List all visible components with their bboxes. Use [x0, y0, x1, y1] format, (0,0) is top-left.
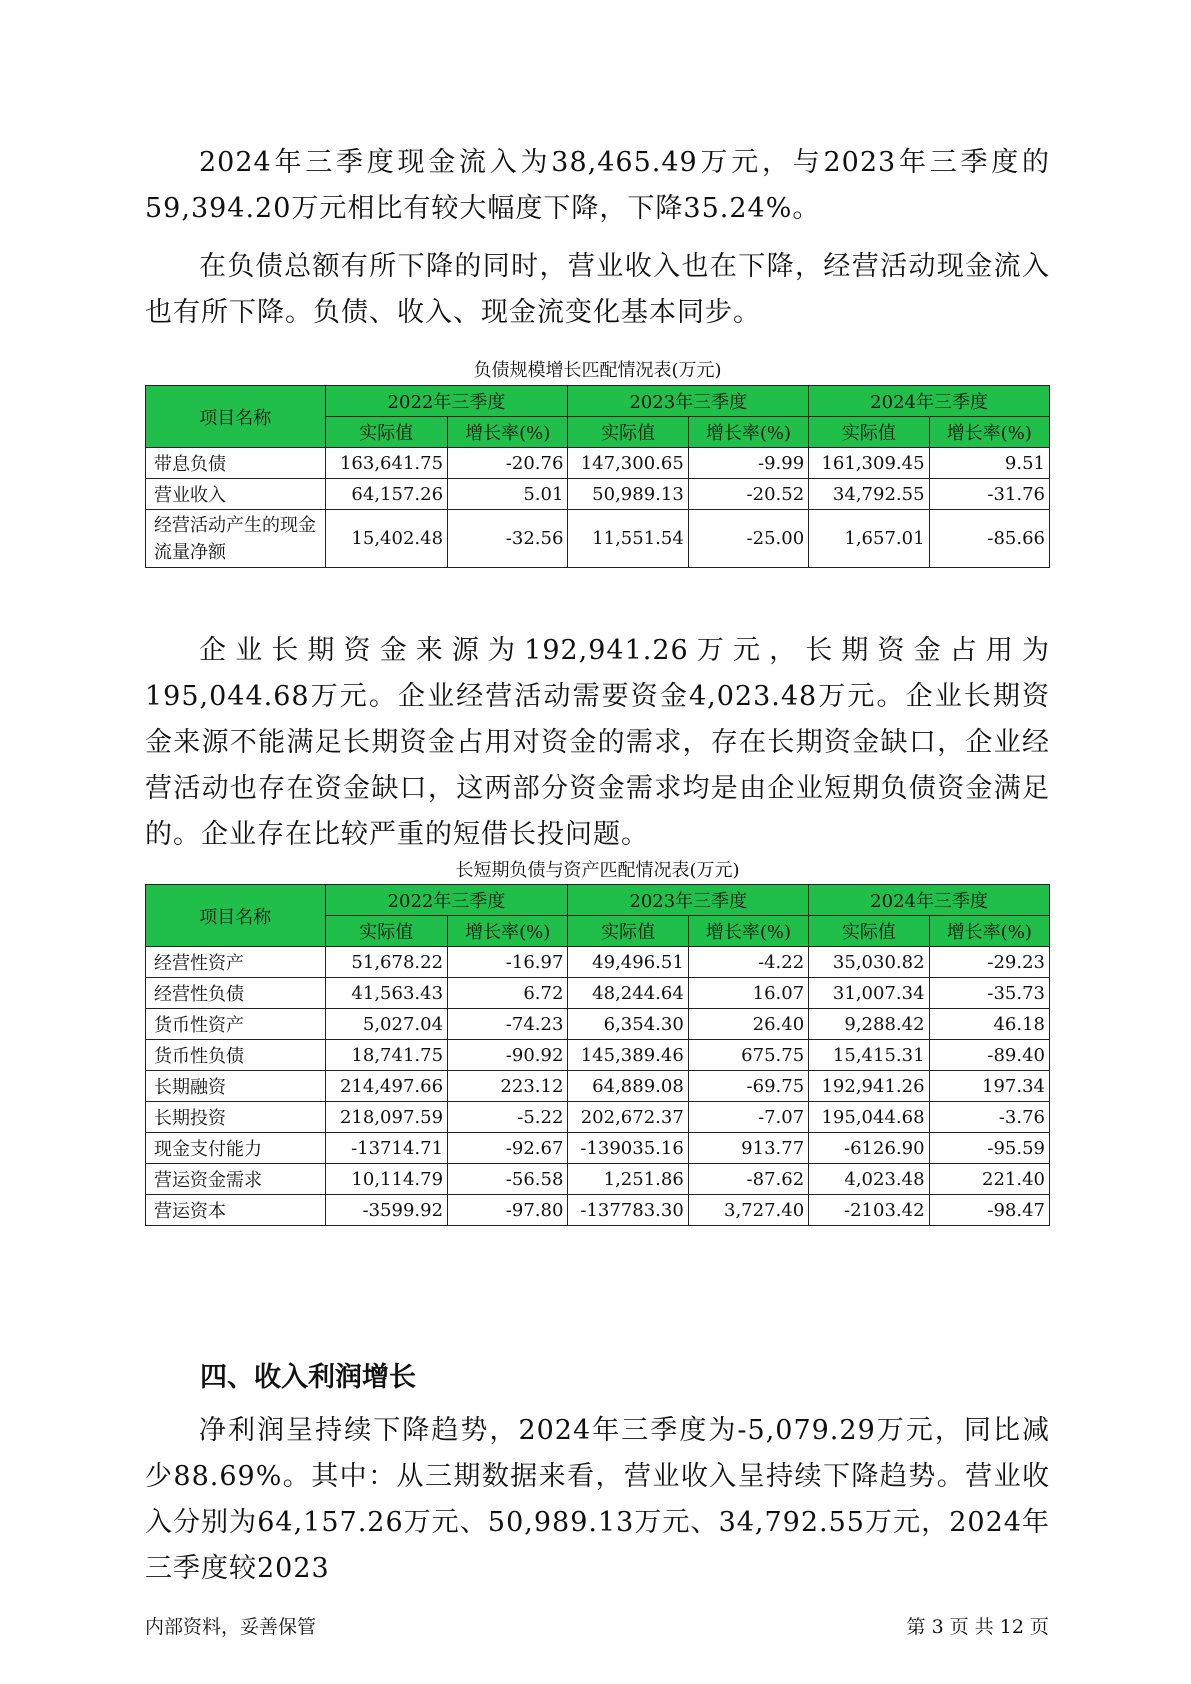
table-row [146, 448, 1050, 479]
table1-sub-growth: 增长率(%) [448, 417, 568, 448]
table-row [146, 1164, 1050, 1195]
table-cell: 192,941.26 [809, 1071, 929, 1102]
table-cell: -16.97 [448, 947, 568, 978]
table-cell: 3,727.40 [688, 1195, 808, 1226]
table1-header-period: 2023年三季度 [568, 386, 809, 417]
table-cell: 4,023.48 [809, 1164, 929, 1195]
table2-header-period: 2023年三季度 [568, 885, 809, 916]
table1-sub-actual: 实际值 [568, 417, 688, 448]
table-cell: 11,551.54 [568, 510, 688, 568]
table-cell: 64,889.08 [568, 1071, 688, 1102]
table-cell: -74.23 [448, 1009, 568, 1040]
table-cell: -25.00 [688, 510, 808, 568]
table-cell: 5,027.04 [325, 1009, 448, 1040]
footer-confidential-note: 内部资料，妥善保管 [145, 1616, 317, 1638]
table-cell: 223.12 [448, 1071, 568, 1102]
table-cell: 6,354.30 [568, 1009, 688, 1040]
table-cell: 15,402.48 [325, 510, 448, 568]
table-cell: -56.58 [448, 1164, 568, 1195]
paragraph-cash-inflow: 2024年三季度现金流入为38,465.49万元，与2023年三季度的59,394.20万元相比有较大幅度下降，下降35.24%。 [145, 147, 1050, 224]
section-heading: 四、收入利润增长 [200, 1362, 416, 1393]
table-cell: -3.76 [929, 1102, 1049, 1133]
debt-asset-match-table [145, 884, 1050, 1226]
table-cell: -89.40 [929, 1040, 1049, 1071]
table-cell: -20.52 [688, 479, 808, 510]
table1-caption: 负债规模增长匹配情况表(万元) [473, 360, 722, 381]
table-cell: 195,044.68 [809, 1102, 929, 1133]
row-label: 货币性资产 [146, 1009, 326, 1040]
table-cell: -2103.42 [809, 1195, 929, 1226]
table-cell: 34,792.55 [809, 479, 929, 510]
table-cell: 26.40 [688, 1009, 808, 1040]
table-cell: 161,309.45 [809, 448, 929, 479]
table-cell: 41,563.43 [325, 978, 448, 1009]
table1-sub-growth: 增长率(%) [929, 417, 1049, 448]
table-cell: 163,641.75 [325, 448, 448, 479]
paragraph-long-term-funds: 企业长期资金来源为192,941.26万元，长期资金占用为195,044.68万元。企业经营活动需要资金4,023.48万元。企业长期资金来源不能满足长期资金占用对资金的需求，存在长期资金缺口，企业经营活动也存在资金缺口，这两部分资金需求均是由企业短期负债资金满足的。企业存在比较严重的短借长投问题。 [145, 635, 1050, 850]
table2-caption: 长短期负债与资产匹配情况表(万元) [455, 860, 740, 881]
paragraph-net-profit: 净利润呈持续下降趋势，2024年三季度为-5,079.29万元，同比减少88.69%。其中：从三期数据来看，营业收入呈持续下降趋势。营业收入分别为64,157.26万元、50,989.13万元、34,792.55万元，2024年三季度较2023 [145, 1415, 1050, 1584]
row-label: 营运资金需求 [146, 1164, 326, 1195]
table-row [146, 1071, 1050, 1102]
row-label: 货币性负债 [146, 1040, 326, 1071]
table-cell: -31.76 [929, 479, 1049, 510]
table-cell: -35.73 [929, 978, 1049, 1009]
table1-sub-actual: 实际值 [809, 417, 929, 448]
row-label: 经营性负债 [146, 978, 326, 1009]
table1-sub-actual: 实际值 [325, 417, 448, 448]
table-cell: 46.18 [929, 1009, 1049, 1040]
table-cell: 64,157.26 [325, 479, 448, 510]
table-cell: -9.99 [688, 448, 808, 479]
row-label: 长期融资 [146, 1071, 326, 1102]
row-label: 带息负债 [146, 448, 326, 479]
table-cell: -69.75 [688, 1071, 808, 1102]
table-row [146, 947, 1050, 978]
table-cell: -6126.90 [809, 1133, 929, 1164]
table-cell: 5.01 [448, 479, 568, 510]
table2-sub-growth: 增长率(%) [448, 916, 568, 947]
table-cell: 197.34 [929, 1071, 1049, 1102]
table-cell: -29.23 [929, 947, 1049, 978]
table-cell: -98.47 [929, 1195, 1049, 1226]
table1-header-period: 2022年三季度 [325, 386, 568, 417]
table1-sub-growth: 增长率(%) [688, 417, 808, 448]
table-cell: -97.80 [448, 1195, 568, 1226]
table-cell: -3599.92 [325, 1195, 448, 1226]
row-label: 经营活动产生的现金流量净额 [146, 510, 326, 568]
table-cell: 147,300.65 [568, 448, 688, 479]
table-row [146, 479, 1050, 510]
table-cell: 15,415.31 [809, 1040, 929, 1071]
table-cell: 51,678.22 [325, 947, 448, 978]
table-row [146, 1102, 1050, 1133]
table-cell: 221.40 [929, 1164, 1049, 1195]
table-cell: 18,741.75 [325, 1040, 448, 1071]
table-cell: 218,097.59 [325, 1102, 448, 1133]
table-cell: 9.51 [929, 448, 1049, 479]
table-row [146, 1133, 1050, 1164]
table-cell: 6.72 [448, 978, 568, 1009]
table-row [146, 1040, 1050, 1071]
table2-sub-actual: 实际值 [325, 916, 448, 947]
table2-sub-actual: 实际值 [809, 916, 929, 947]
table-cell: -95.59 [929, 1133, 1049, 1164]
table-cell: -85.66 [929, 510, 1049, 568]
table-cell: -20.76 [448, 448, 568, 479]
table-row [146, 978, 1050, 1009]
table-cell: 1,251.86 [568, 1164, 688, 1195]
table-cell: 145,389.46 [568, 1040, 688, 1071]
table-cell: 48,244.64 [568, 978, 688, 1009]
table-cell: 16.07 [688, 978, 808, 1009]
table-cell: -139035.16 [568, 1133, 688, 1164]
table-cell: -7.07 [688, 1102, 808, 1133]
table2-header-period: 2024年三季度 [809, 885, 1050, 916]
table2-header-item: 项目名称 [146, 885, 326, 947]
table-cell: -137783.30 [568, 1195, 688, 1226]
table-cell: 50,989.13 [568, 479, 688, 510]
table-cell: 913.77 [688, 1133, 808, 1164]
table-cell: 1,657.01 [809, 510, 929, 568]
debt-scale-table [145, 385, 1050, 568]
table-cell: 10,114.79 [325, 1164, 448, 1195]
row-label: 营运资本 [146, 1195, 326, 1226]
table-cell: 202,672.37 [568, 1102, 688, 1133]
table-cell: -90.92 [448, 1040, 568, 1071]
paragraph-debt-revenue: 在负债总额有所下降的同时，营业收入也在下降，经营活动现金流入也有所下降。负债、收入、现金流变化基本同步。 [145, 251, 1050, 328]
table-cell: 35,030.82 [809, 947, 929, 978]
table1-header-item: 项目名称 [146, 386, 326, 448]
table2-sub-actual: 实际值 [568, 916, 688, 947]
table-cell: 49,496.51 [568, 947, 688, 978]
table-row [146, 1195, 1050, 1226]
table-cell: 31,007.34 [809, 978, 929, 1009]
table1-header-period: 2024年三季度 [809, 386, 1050, 417]
table-cell: -32.56 [448, 510, 568, 568]
table2-sub-growth: 增长率(%) [929, 916, 1049, 947]
row-label: 现金支付能力 [146, 1133, 326, 1164]
table-cell: -92.67 [448, 1133, 568, 1164]
row-label: 营业收入 [146, 479, 326, 510]
table-row [146, 1009, 1050, 1040]
row-label: 长期投资 [146, 1102, 326, 1133]
footer-page-number: 第 3 页 共 12 页 [906, 1616, 1049, 1638]
table2-header-period: 2022年三季度 [325, 885, 568, 916]
table-cell: 9,288.42 [809, 1009, 929, 1040]
table-cell: 214,497.66 [325, 1071, 448, 1102]
table-cell: -87.62 [688, 1164, 808, 1195]
table-cell: -4.22 [688, 947, 808, 978]
row-label: 经营性资产 [146, 947, 326, 978]
table2-sub-growth: 增长率(%) [688, 916, 808, 947]
table-cell: 675.75 [688, 1040, 808, 1071]
table-row [146, 510, 1050, 568]
table-cell: -13714.71 [325, 1133, 448, 1164]
table-cell: -5.22 [448, 1102, 568, 1133]
